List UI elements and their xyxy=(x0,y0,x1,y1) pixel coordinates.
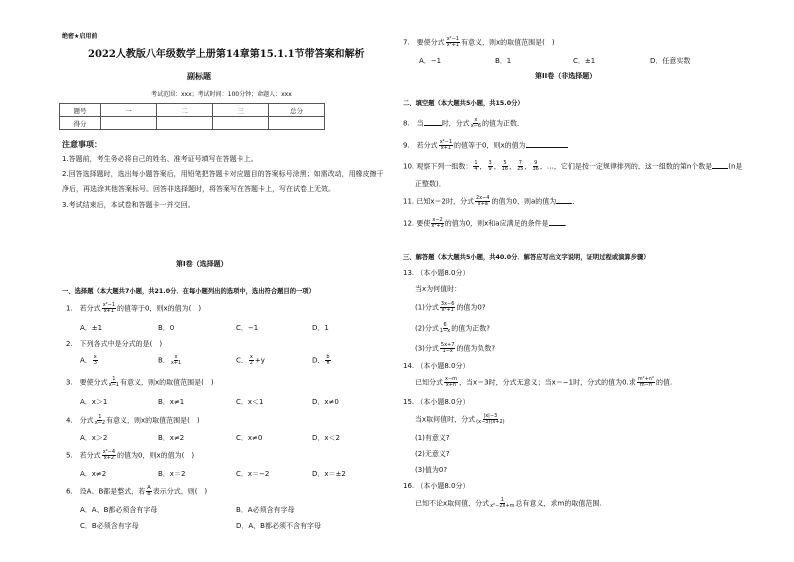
note-item: 2.回答选择题时，选出每小题答案后，用铅笔把答题卡对应题目的答案标号涂黑；如需改动，用橡皮擦干 xyxy=(62,170,384,178)
q6-option-a[interactable]: A．A、B都必须含有字母 xyxy=(80,506,158,514)
question-15-heading: 15. （本小题8.0分） xyxy=(403,398,470,406)
q3-option-b[interactable]: B．x≠1 xyxy=(158,398,185,406)
question-15-body: 当x取何值时，分式 $\frac{|x|-3}{(x-3)(x+2)}$ xyxy=(415,413,505,425)
table-cell: 总分 xyxy=(269,104,325,117)
question-10-continued: 正整数)． xyxy=(415,180,446,188)
table-cell xyxy=(101,117,157,130)
table-cell: 三 xyxy=(213,104,269,117)
question-5: 5. 若分式 $\frac{\text{x²−4}}{x+2}$ 的值为0，则x的值为( ) xyxy=(66,449,195,461)
q7-option-c[interactable]: C．±1 xyxy=(573,57,596,65)
q2-option-a[interactable]: A． $\frac{x}{3}$ xyxy=(80,354,97,366)
q5-option-a[interactable]: A．x≠2 xyxy=(80,470,107,478)
q1-option-c[interactable]: C．−1 xyxy=(236,324,259,332)
question-7: 7. 要使分式 $\frac{\text{x²−1}}{\text{x²+1}}$ 有意义，则x的取值范围是( ) xyxy=(403,36,555,48)
q4-option-d[interactable]: D．x＜2 xyxy=(312,434,340,442)
q5-option-d[interactable]: D．x＝±2 xyxy=(312,470,346,478)
q1-option-d[interactable]: D．1 xyxy=(312,324,329,332)
question-10: 10. 观察下列一组数： $\frac{1}{4}$ ， $\frac{3}{9}$ ， $\frac{5}{16}$ ， $\frac{7}{25}$ ， $\frac{9}{36}$ ，…，它们是按一定规律排列的，这一组数的第n个数是 (n是 xyxy=(403,160,743,172)
note-item: 1.答题前，考生务必将自己的姓名、准考证号填写在答题卡上。 xyxy=(62,155,258,163)
q1-option-a[interactable]: A．±1 xyxy=(80,324,103,332)
confidential-stamp: 绝密★启用前 xyxy=(62,33,98,40)
question-13-intro: 当x为何值时： xyxy=(415,285,462,293)
question-4: 4. 分式 $\frac{1}{x-2}$ 有意义，则x的取值范围是( ) xyxy=(66,414,200,426)
table-cell xyxy=(213,117,269,130)
question-15-part-3: (3)值为0? xyxy=(415,466,448,474)
question-13-part-1: (1)分式 $\frac{3x-6}{\text{x²+1}}$ 的值为0? xyxy=(415,301,486,313)
q6-option-b[interactable]: B．A必须含有字母 xyxy=(236,506,295,514)
notes-heading: 注意事项： xyxy=(62,140,102,149)
page-title: 2022人教版八年级数学上册第14章第15.1.1节带答案和解析 xyxy=(88,49,365,60)
q4-option-a[interactable]: A．x＞2 xyxy=(80,434,108,442)
question-13-heading: 13. （本小题8.0分） xyxy=(403,269,470,277)
question-1: 1. 若分式 $\frac{\text{x²−1}}{x+1}$ 的值等于0，则x的值为( ) xyxy=(66,302,202,314)
table-cell xyxy=(157,117,213,130)
section-three-heading: 三、解答题（本大题共5小题，共40.0分．解答应写出文字说明，证明过程或演算步骤） xyxy=(403,254,650,261)
table-cell: 题号 xyxy=(60,104,101,117)
score-table-header-row xyxy=(60,104,325,117)
fraction: $\frac{\text{x²−1}}{x+1}$ xyxy=(102,302,116,314)
score-table-score-row xyxy=(60,117,325,130)
q5-option-c[interactable]: C．x＝−2 xyxy=(236,470,270,478)
q3-option-d[interactable]: D．x≠0 xyxy=(312,398,339,406)
question-16-heading: 16. （本小题8.0分） xyxy=(403,482,470,490)
section-one-heading: 一、选择题（本大题共7小题，共21.0分．在每小题列出的选项中，选出符合题目的一项） xyxy=(62,288,315,295)
volume-one-heading: 第I卷（选择题） xyxy=(176,260,228,268)
q2-option-c[interactable]: C． $\frac{x}{2}$ +y xyxy=(236,354,265,366)
q5-option-b[interactable]: B．x＝2 xyxy=(158,470,186,478)
question-13-part-3: (3)分式 $\frac{5x+7}{1-x}$ 的值为负数? xyxy=(415,342,496,354)
question-15-part-1: (1)有意义? xyxy=(415,434,450,442)
question-14-body: 已知分式 $\frac{x-m}{x+n}$ ，当x＝3时，分式无意义；当x＝−1时，分式的值为0.求 $\frac{\text{m²+n²}}{m-n}$ 的值. xyxy=(415,376,673,388)
question-14-heading: 14. （本小题8.0分） xyxy=(403,362,470,370)
table-cell xyxy=(269,117,325,130)
question-9: 9. 若分式 $\frac{\text{x²−1}}{x+1}$ 的值等于0，则x的值为 xyxy=(403,140,568,151)
question-15-part-2: (2)无意义? xyxy=(415,450,450,458)
q2-option-d[interactable]: D． $\frac{b}{\pi}$ xyxy=(312,354,330,366)
question-2: 2. 下列各式中是分式的是( ) xyxy=(66,340,163,348)
q4-option-c[interactable]: C．x≠0 xyxy=(236,434,263,442)
q1-option-b[interactable]: B．0 xyxy=(158,324,175,332)
right-page xyxy=(397,0,794,562)
q7-option-d[interactable]: D．任意实数 xyxy=(650,57,691,65)
question-16-body: 已知不论x取何值，分式 $\frac{1}{\text{x²−2x+m}}$ 总有意义，求m的取值范围. xyxy=(415,497,602,509)
q6-option-c[interactable]: C．B必须含有字母 xyxy=(80,522,139,530)
question-6: 6. 设A、B都是整式，若 $\frac{A}{B}$ 表示分式，则( ) xyxy=(66,485,208,497)
table-cell: 二 xyxy=(157,104,213,117)
question-13-part-2: (2)分式 $\frac{6}{1-x}$ 的值为正数? xyxy=(415,322,490,334)
note-item: 3.考试结束后，本试卷和答题卡一并交回。 xyxy=(62,201,195,209)
subtitle: 副标题 xyxy=(187,72,211,81)
section-two-heading: 二、填空题（本大题共5小题，共15.0分） xyxy=(403,100,524,107)
q7-option-b[interactable]: B．1 xyxy=(495,57,512,65)
q7-option-a[interactable]: A．−1 xyxy=(419,57,442,65)
score-table xyxy=(59,103,325,130)
note-item: 净后，再选涂其他答案标号。回答非选择题时，将答案写在答题卡上，写在试卷上无效。 xyxy=(62,185,335,193)
question-11: 11. 已知x＝2时，分式 $\frac{2x-4}{x+a}$ 的值为0，则a的值为 ． xyxy=(403,195,580,207)
question-3: 3. 要使分式 $\frac{1}{x-1}$ 有意义，则x的取值范围是( ) xyxy=(66,376,214,388)
q3-option-a[interactable]: A．x＞1 xyxy=(80,398,108,406)
q6-option-d[interactable]: D．A、B都必须不含有字母 xyxy=(236,522,321,530)
question-12: 12. 要使 $\frac{x-2}{\text{x²+3}}$ 的值为0，则x和a应满足的条件是 ． xyxy=(403,217,572,229)
q2-option-b[interactable]: B． $\frac{x}{x+1}$ xyxy=(158,354,182,366)
table-cell: 一 xyxy=(101,104,157,117)
question-8: 8. 当 时，分式 $\frac{x}{x-6}$ 的值为正数． xyxy=(403,117,525,129)
q3-option-c[interactable]: C．x＜1 xyxy=(236,398,264,406)
volume-two-heading: 第II卷（非选择题） xyxy=(535,72,597,80)
exam-info: 考试范围：xxx；考试时间：100分钟；命题人：xxx xyxy=(151,91,292,98)
q4-option-b[interactable]: B．x≠2 xyxy=(158,434,185,442)
table-cell: 得分 xyxy=(60,117,101,130)
